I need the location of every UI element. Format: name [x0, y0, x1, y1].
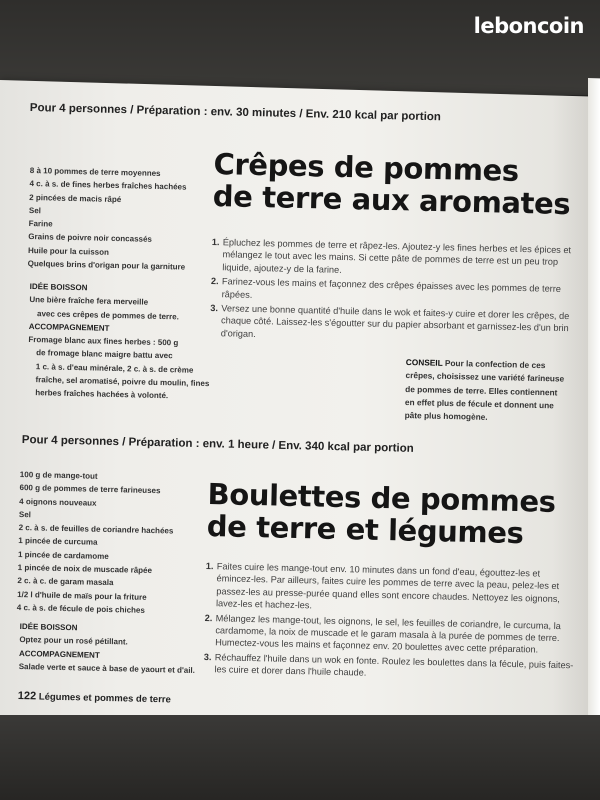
step-text: Faites cuire les mange-tout env. 10 minutes dans un fond d'eau, égouttez-les et émincez-les. Par ailleurs, faites cuire les pommes de terre avec la peau, pelez-les et passez-les au presse-purée quand elles sont encore chaudes. Nettoyez les oignons, lavez-les et hachez-les.	[215, 561, 561, 611]
conseil-text: Pour la confection de ces crêpes, choisissez une variété farineuse de pommes de terre. Elles contiennent en effet plus de fécule et donnent une pâte plus homogène.	[404, 357, 565, 423]
accompagnement-heading: ACCOMPAGNEMENT	[28, 321, 110, 333]
recipe2-meta: Pour 4 personnes / Préparation : env. 1 heure / Env. 340 kcal par portion	[21, 434, 414, 455]
step-number: 3.	[210, 303, 219, 314]
step	[204, 612, 579, 658]
ingredient: 600 g de pommes de terre farineuses	[19, 483, 161, 496]
step	[205, 560, 580, 618]
ingredient: Huile pour la cuisson	[27, 245, 110, 257]
step-text: Réchauffez l'huile dans un wok en fonte. Roulez les boulettes dans la fécule, puis faites-les cuire et dorer dans l'huile chaude.	[214, 652, 574, 678]
ingredient: 4 oignons nouveaux	[19, 496, 97, 508]
accompagnement-line: de fromage blanc maigre battu avec	[36, 348, 173, 361]
background-bottom	[0, 715, 600, 800]
ingredient: Grains de poivre noir concassés	[28, 232, 153, 245]
accompagnement-line: fraîche, sel aromatisé, poivre du moulin, fines	[35, 375, 210, 389]
boisson-heading: IDÉE BOISSON	[29, 281, 88, 293]
next-page-edge	[588, 78, 600, 718]
ingredient: 8 à 10 pommes de terre moyennes	[29, 165, 161, 178]
boisson-heading: IDÉE BOISSON	[19, 621, 78, 633]
ingredient: Sel	[18, 509, 32, 520]
boisson-line: avec ces crêpes de pommes de terre.	[36, 308, 179, 321]
conseil-label: CONSEIL	[405, 356, 443, 368]
recipe1-meta: Pour 4 personnes / Préparation : env. 30 minutes / Env. 210 kcal par portion	[29, 102, 442, 124]
ingredient: Sel	[28, 205, 42, 216]
recipe1-ingredients	[28, 164, 188, 274]
accompagnement-heading: ACCOMPAGNEMENT	[18, 648, 100, 660]
accompagnement-line: Salade verte et sauce à base de yaourt et d'ail.	[18, 661, 196, 675]
recipe2-title-line: de terre et légumes	[206, 508, 524, 551]
step-text: Versez une bonne quantité d'huile dans le wok et faites-y cuire et dorer les crêpes, de chaque côté. Laissez-les s'égoutter sur du papier absorbant et garnissez-les d'un brin d'origan.	[220, 303, 570, 339]
step-number: 1.	[205, 560, 214, 572]
ingredient: 4 c. à s. de fécule de pois chiches	[16, 602, 145, 615]
leboncoin-watermark: leboncoin	[473, 14, 584, 38]
step-text: Épluchez les pommes de terre et râpez-les. Ajoutez-y les fines herbes et les épices et mélangez le tout avec les mains. Si cette pâte de pommes de terre est un peu trop liquide, ajoutez-y de la farine.	[222, 237, 572, 275]
step-number: 2.	[204, 612, 213, 623]
recipe2-sidebar	[19, 612, 197, 677]
ingredient: 100 g de mange-tout	[19, 469, 98, 481]
boisson-line: Optez pour un rosé pétillant.	[19, 635, 128, 647]
ingredient: 4 c. à s. de fines herbes fraîches hachées	[29, 179, 187, 192]
recipe2-steps	[203, 560, 580, 686]
section-name: Légumes et pommes de terre	[38, 691, 171, 706]
ingredient: 1/2 l d'huile de maïs pour la friture	[17, 589, 147, 602]
step-text: Mélangez les mange-tout, les oignons, le sel, les feuilles de coriandre, le curcuma, la cardamome, la noix de muscade et le garam masala à la purée de pommes de terre. Humectez-vous les mains et façonnez env. 20 boulettes avec cette préparation.	[215, 612, 561, 655]
recipe1-conseil	[404, 356, 565, 426]
recipe1-title-line: de terre aux aromates	[212, 178, 571, 222]
ingredient: 2 pincées de macis râpé	[29, 192, 122, 204]
recipe2-title	[207, 478, 556, 550]
step-text: Farinez-vous les mains et façonnez des crêpes épaisses avec les pommes de terre râpées.	[221, 276, 562, 300]
recipe1-title-line: Crêpes de pommes	[213, 147, 520, 188]
accompagnement-line: herbes fraîches hachées à volonté.	[35, 388, 169, 401]
recipe2-title-line: Boulettes de pommes	[207, 477, 556, 519]
recipe1-sidebar	[27, 272, 212, 404]
step-number: 2.	[210, 276, 219, 287]
accompagnement-line: Fromage blanc aux fines herbes : 500 g	[28, 335, 179, 348]
ingredient: 1 pincée de curcuma	[18, 536, 98, 548]
boisson-line: Une bière fraîche fera merveille	[29, 295, 149, 307]
page-number: 122	[17, 690, 37, 703]
ingredient: 1 pincée de noix de muscade râpée	[17, 563, 153, 576]
step-number: 1.	[211, 236, 220, 248]
ingredient: Quelques brins d'origan pour la garniture	[27, 259, 186, 272]
ingredient: Farine	[28, 219, 53, 229]
ingredient: 1 pincée de cardamome	[17, 549, 109, 561]
step	[211, 236, 584, 282]
step	[210, 302, 583, 348]
ingredient: 2 c. à c. de garam masala	[17, 576, 114, 588]
ingredient: 2 c. à s. de feuilles de coriandre hachées	[18, 523, 174, 536]
recipe1-steps	[210, 236, 584, 350]
accompagnement-line: 1 c. à s. d'eau minérale, 2 c. à s. de crème	[35, 361, 194, 375]
recipe2-ingredients	[17, 468, 175, 618]
recipe1-title	[213, 148, 572, 220]
step-number: 3.	[203, 651, 212, 662]
